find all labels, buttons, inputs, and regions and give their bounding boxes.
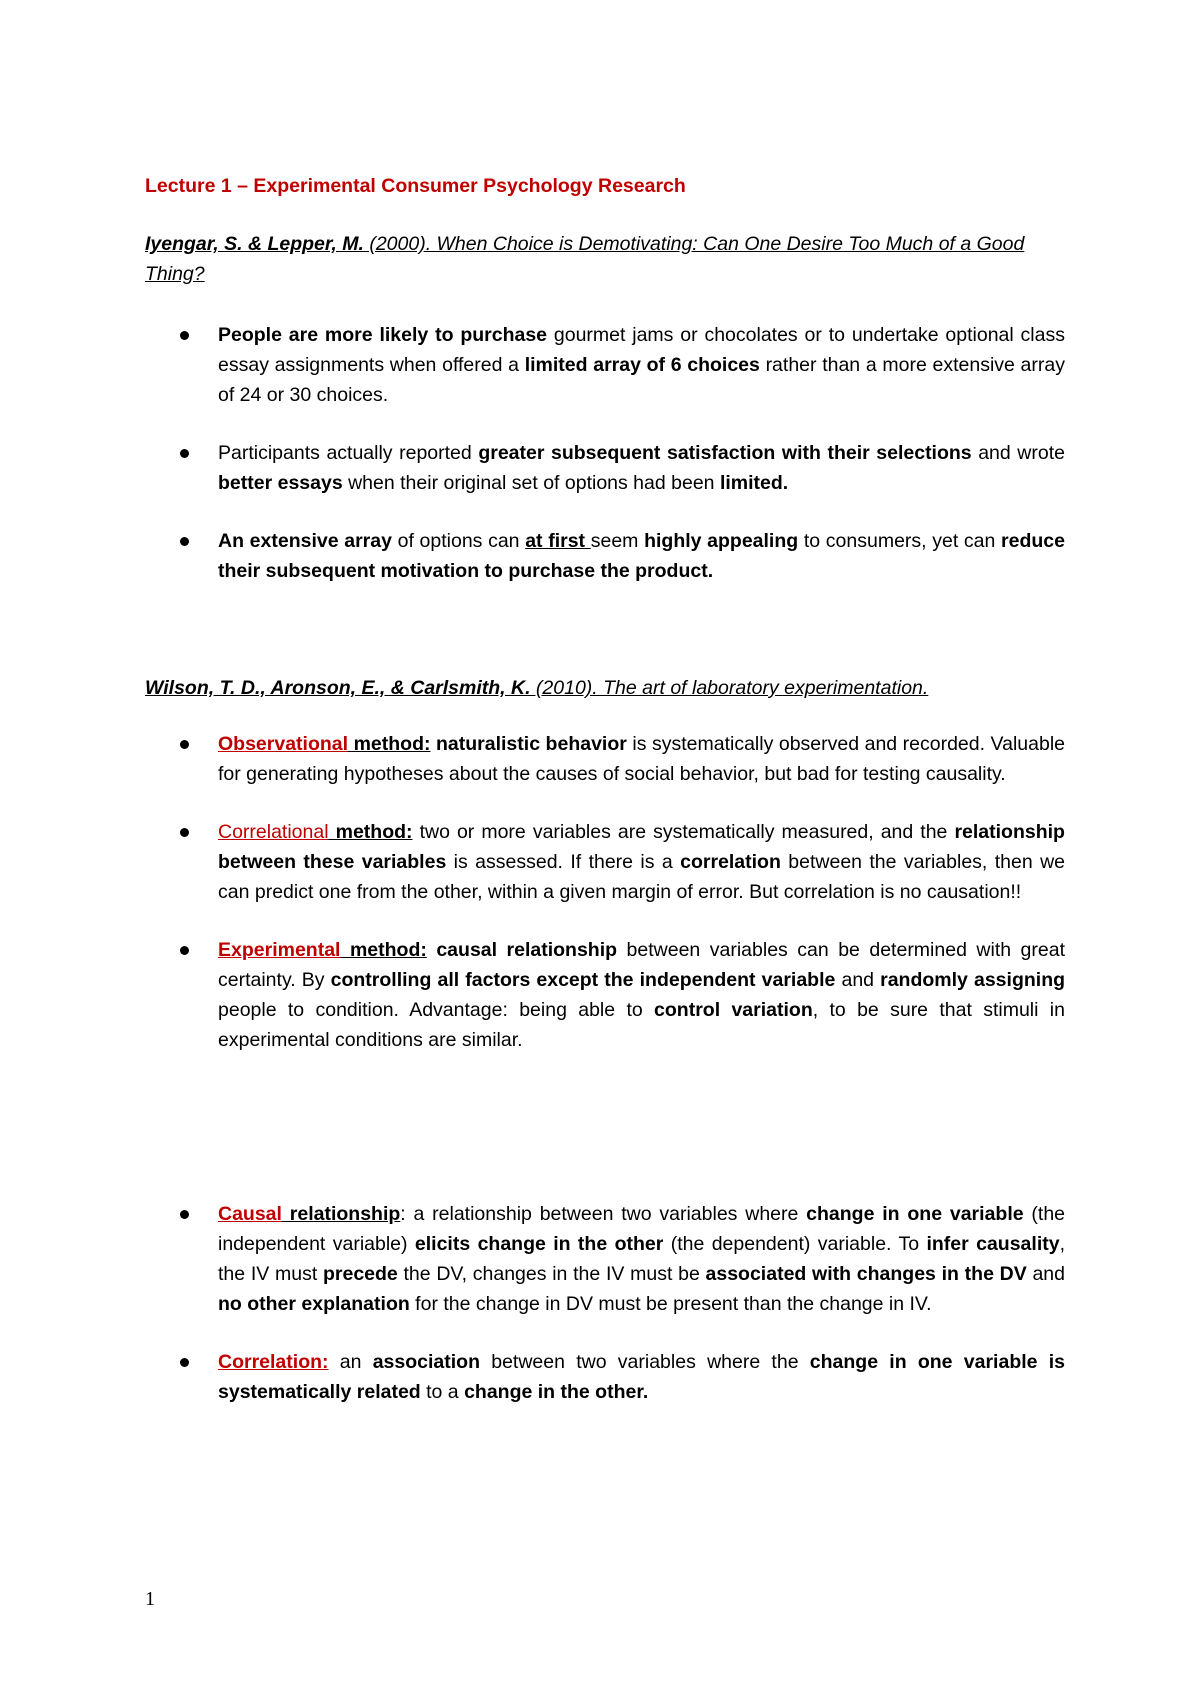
text: is assessed. If there is a xyxy=(446,851,681,873)
bold-text: control variation xyxy=(654,999,813,1021)
bold-text: change in one variable xyxy=(806,1203,1024,1225)
text: of options can xyxy=(391,530,526,552)
bold-text: associated with changes in the DV xyxy=(705,1263,1027,1285)
bold-text: People are more likely to purchase xyxy=(218,324,548,346)
text: people to condition. Advantage: being able to xyxy=(218,999,655,1021)
bullet-icon xyxy=(180,946,189,955)
list-item xyxy=(145,1199,1065,1319)
list-item xyxy=(145,729,1065,789)
bold-text: reduce their subsequent motivation to purchase the product. xyxy=(218,530,1065,582)
bold-text: controlling all factors except the independent variable xyxy=(330,969,836,991)
bullet-icon xyxy=(180,537,189,546)
list-item xyxy=(145,438,1065,498)
reference-details: (2000). When Choice is Demotivating: Can One Desire Too Much of a Good Thing? xyxy=(145,233,1025,285)
text: an xyxy=(328,1351,373,1373)
lecture-title: Lecture 1 – Experimental Consumer Psychology Research xyxy=(145,175,686,197)
reference-authors: Wilson, T. D., Aronson, E., & Carlsmith, K. xyxy=(145,677,531,699)
text: seem xyxy=(590,530,645,552)
bold-text: precede xyxy=(322,1263,398,1285)
list-item xyxy=(145,817,1065,907)
bold-text: randomly assigning xyxy=(880,969,1066,991)
bold-text: causal relationship xyxy=(426,939,618,961)
text: , the IV must xyxy=(218,1233,1065,1285)
red-term: Correlation: xyxy=(218,1351,329,1373)
red-term: Experimental xyxy=(218,939,341,961)
bold-text: limited array of 6 choices xyxy=(524,354,760,376)
text: to consumers, yet can xyxy=(798,530,1002,552)
bold-text: limited. xyxy=(719,472,789,494)
bold-text: naturalistic behavior xyxy=(430,733,627,755)
bullet-list-definitions xyxy=(145,1199,1065,1407)
bold-text: no other explanation xyxy=(218,1293,410,1315)
text: the DV, changes in the IV must be xyxy=(397,1263,706,1285)
bullet-icon xyxy=(180,828,189,837)
list-item xyxy=(145,320,1065,410)
term: method: xyxy=(340,939,427,961)
reference-authors: Iyengar, S. & Lepper, M. xyxy=(145,233,364,255)
text: : a relationship between two variables where xyxy=(400,1203,807,1225)
text: to a xyxy=(420,1381,465,1403)
text: Participants actually reported xyxy=(218,442,479,464)
term: method: xyxy=(348,733,431,755)
bold-text: infer causality xyxy=(926,1233,1060,1255)
bold-text: change in the other. xyxy=(464,1381,649,1403)
red-term: Correlational xyxy=(218,821,329,843)
text: when their original set of options had been xyxy=(342,472,720,494)
text: and xyxy=(835,969,881,991)
bold-text: highly appealing xyxy=(644,530,799,552)
page-number: 1 xyxy=(145,1588,155,1610)
bullet-icon xyxy=(180,449,189,458)
term: relationship xyxy=(281,1203,401,1225)
bullet-icon xyxy=(180,1210,189,1219)
bold-text: greater subsequent satisfaction with their selections xyxy=(478,442,972,464)
list-item xyxy=(145,526,1065,586)
bullet-list-methods xyxy=(145,729,1065,1055)
text: between two variables where the xyxy=(480,1351,810,1373)
bullet-icon xyxy=(180,1358,189,1367)
bold-text: correlation xyxy=(680,851,781,873)
bold-text: elicits change in the other xyxy=(414,1233,664,1255)
bullet-icon xyxy=(180,331,189,340)
bold-text: better essays xyxy=(218,472,343,494)
text: between variables can be determined with great certainty. By xyxy=(218,939,1066,991)
text: (the dependent) variable. To xyxy=(663,1233,927,1255)
text: (the independent variable) xyxy=(218,1203,1066,1255)
text: for the change in DV must be present than the change in IV. xyxy=(409,1293,932,1315)
reference-details: (2010). The art of laboratory experimentation. xyxy=(530,677,929,699)
text: and xyxy=(1026,1263,1065,1285)
text: gourmet jams or chocolates or to undertake optional class essay assignments when offered a xyxy=(218,324,1065,376)
term: method: xyxy=(328,821,413,843)
list-item xyxy=(145,935,1065,1055)
bullet-icon xyxy=(180,740,189,749)
text: and wrote xyxy=(971,442,1065,464)
bold-text: change in one variable is systematically related xyxy=(218,1351,1065,1403)
bold-text: relationship between these variables xyxy=(218,821,1065,873)
underlined-bold-text: at first xyxy=(525,530,591,552)
text: two or more variables are systematically measured, and the xyxy=(412,821,955,843)
bold-text: association xyxy=(372,1351,480,1373)
list-item xyxy=(145,1347,1065,1407)
bold-text: An extensive array xyxy=(218,530,392,552)
reference-iyengar xyxy=(145,229,1065,289)
text: , to be sure that stimuli in experimental conditions are similar. xyxy=(218,999,1065,1051)
bullet-list-iyengar xyxy=(145,320,1065,586)
text: rather than a more extensive array of 24 or 30 choices. xyxy=(218,354,1065,406)
text: is systematically observed and recorded. Valuable for generating hypotheses about the causes of social behavior, but bad for testing causality. xyxy=(218,733,1066,785)
red-term: Causal xyxy=(218,1203,282,1225)
reference-wilson xyxy=(145,673,1065,703)
text: between the variables, then we can predict one from the other, within a given margin of error. But correlation is no causation!! xyxy=(218,851,1065,903)
red-term: Observational xyxy=(218,733,349,755)
